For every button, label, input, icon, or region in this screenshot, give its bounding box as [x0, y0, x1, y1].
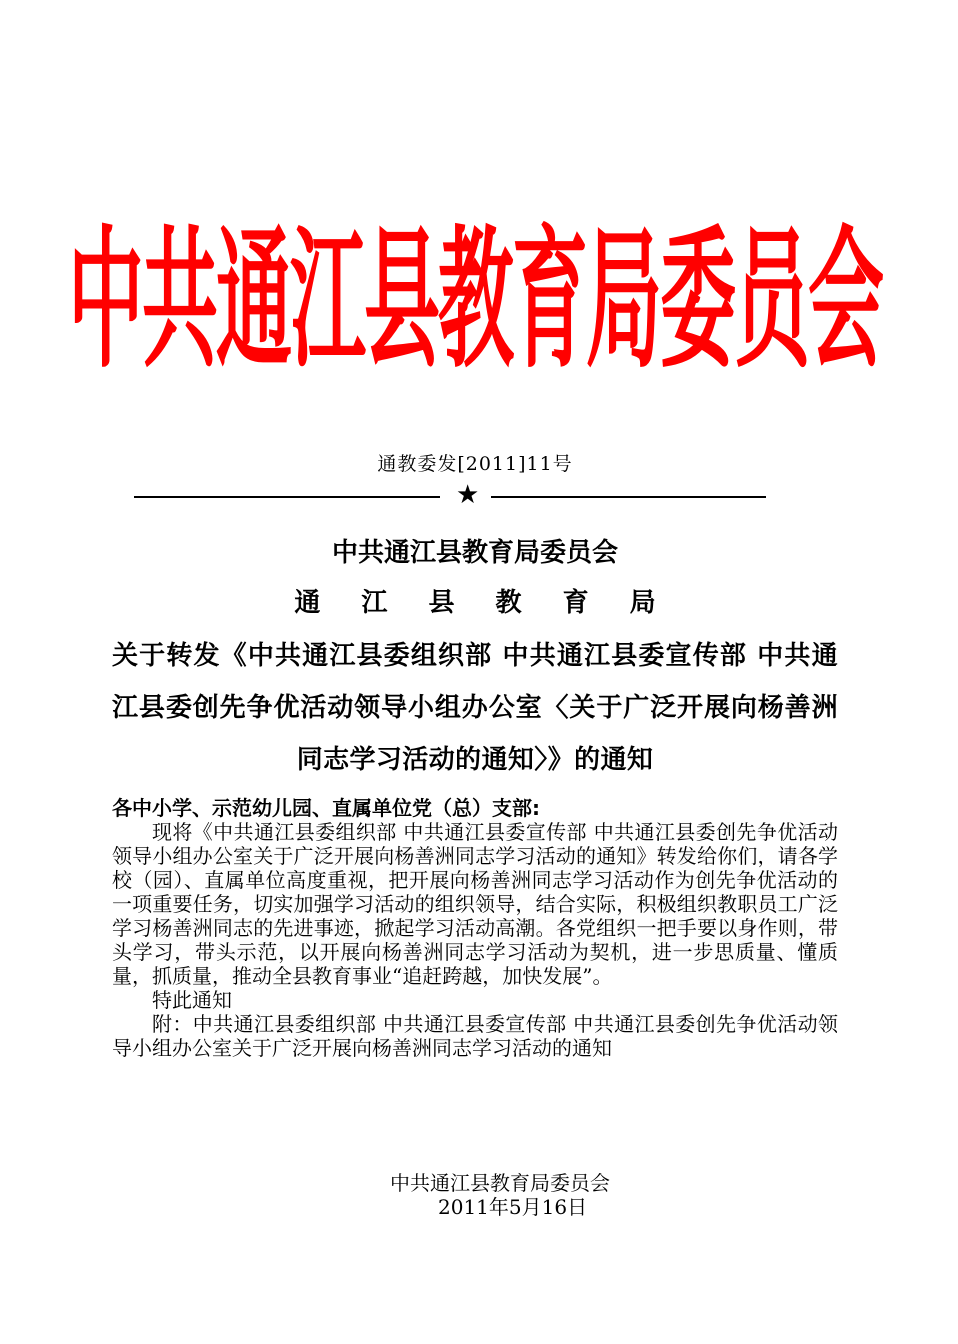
signature-date: 2011年5月16日 — [438, 1195, 588, 1219]
issuer-education-bureau: 通 江 县 教 育 局 — [294, 588, 672, 618]
addressee: 各中小学、示范幼儿园、直属单位党（总）支部: — [112, 796, 540, 820]
body-paragraph-main: 现将《中共通江县委组织部 中共通江县委宣传部 中共通江县委创先争优活动领导小组办公室关于广泛开展向杨善洲同志学习活动的通知》转发给你们，请各学校（园）、直属单位高度重视，把开展向杨善洲同志学习活动作为创先争优活动的一项重要任务，切实加强学习活动的组织领导，结合实际，积极组织教职员工广泛学习杨善洲同志的先进事迹，掀起学习活动高潮。各党组织一把手要以身作则，带头学习，带头示范，以开展向杨善洲同志学习活动为契机，进一步思质量、懂质量，抓质量，推动全县教育事业“追赶跨越，加快发展”。 — [112, 820, 838, 988]
header-divider — [134, 480, 766, 510]
document-body — [112, 820, 838, 1060]
star-icon: ★ — [456, 480, 480, 510]
masthead — [68, 195, 882, 389]
body-paragraph-attachment: 附：中共通江县委组织部 中共通江县委宣传部 中共通江县委创先争优活动领导小组办公室关于广泛开展向杨善洲同志学习活动的通知 — [112, 1012, 838, 1060]
issuer-party-committee: 中共通江县教育局委员会 — [331, 538, 618, 568]
document-number: 通教委发[2011]11号 — [377, 453, 573, 475]
signature-block — [390, 1171, 690, 1219]
document-title: 关于转发《中共通江县委组织部 中共通江县委宣传部 中共通江县委创先争优活动领导小组办公室〈关于广泛开展向杨善洲同志学习活动的通知〉》的通知 — [112, 641, 838, 775]
divider-line-left — [134, 496, 440, 498]
divider-line-right — [491, 496, 766, 498]
signature-org: 中共通江县教育局委员会 — [390, 1171, 610, 1195]
masthead-title: 中共通江县教育局委员会 — [68, 210, 882, 389]
body-paragraph-notice: 特此通知 — [152, 988, 232, 1012]
